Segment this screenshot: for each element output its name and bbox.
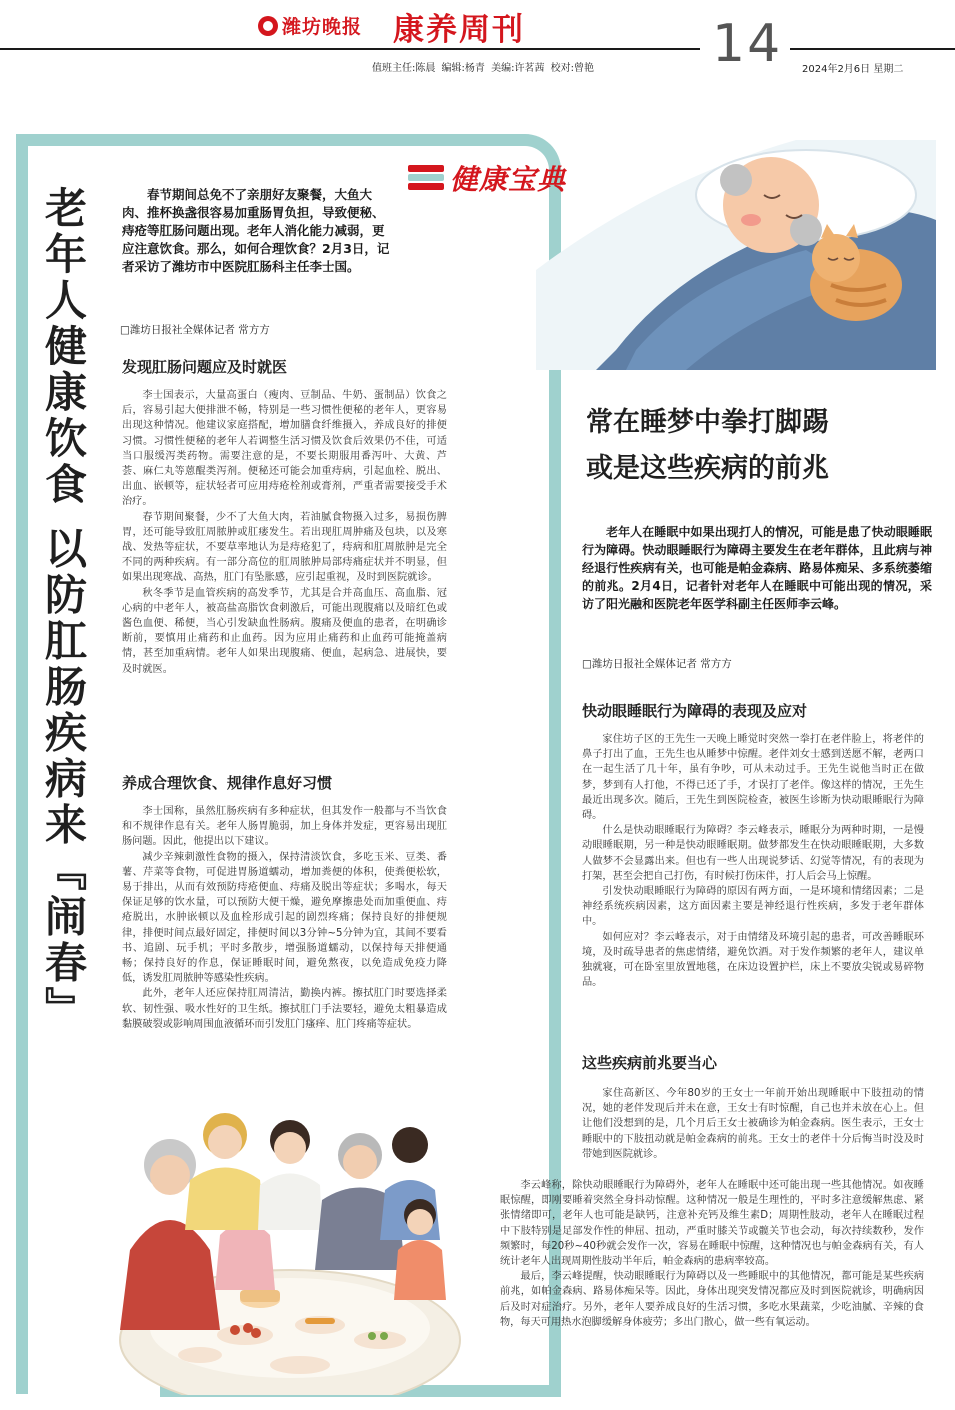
paragraph: 春节期间聚餐，少不了大鱼大肉，若油腻食物摄入过多，易损伤脾胃，还可能导致肛周脓肿或肛瘘发生。若出现肛周肿痛及包块，以及寒战、发热等症状，不要草率地认为是痔疮犯了，痔病和肛周脓肿是完全不同的两种疾病。有一部分高位的肛周脓肿局部痔痛症状并不明显，但如果出现寒战、高热，肛门有坠胀感，应引起重视，及时到医院就诊。 [122,511,447,584]
paragraph: 此外，老年人还应保持肛周清洁，勤换内裤。擦拭肛门时要选择柔软、韧性强、吸水性好的卫生纸。擦拭肛门手法要轻，避免太粗暴造成黏膜破裂或影响周围血液循环而引发肛门瘙痒、肛门疼痛等症状。 [122,988,447,1030]
issue-date: 2024年2月6日 星期二 [802,64,904,75]
paragraph: 什么是快动眼睡眠行为障碍？李云峰表示，睡眠分为两种时期，一是慢动眼睡眠期，另一种是快动眼睡眠期。做梦都发生在快动眼睡眠期，大多数人做梦不会显露出来。但也有一些人出现说梦话、幻觉等情况，有的表现为打架，甚至会把自己打伤，有时候打伤床伴，打人后会马上惊醒。 [582,825,924,882]
right-section1-body [582,732,924,990]
paragraph: 引发快动眼睡眠行为障碍的原因有两方面，一是环境和情绪因素；二是神经系统疾病因素，这方面因素主要是神经退行性疾病，多发于老年群体中。 [582,886,924,928]
paragraph: 如何应对？李云峰表示，对于由情绪及环境引起的患者，可改善睡眠环境，及时疏导患者的焦虑情绪，避免饮酒。对于发作频繁的老年人，建议单独就寝，可在卧室里放置地毯，在床边设置护栏，床上不要放尖锐或易碎物品。 [582,931,924,989]
right-section2-heading: 这些疾病前兆要当心 [582,1054,718,1072]
right-article-byline: □潍坊日报社全媒体记者 常方方 [582,658,732,670]
paragraph: 最后，李云峰提醒，快动眼睡眠行为障碍以及一些睡眠中的其他情况，都可能是某些疾病前兆，如帕金森病、路易体痴呆等。因此，身体出现突发情况都应及时到医院就诊，明确病因后及时对症治疗。另外，老年人要养成良好的生活习惯，多吃水果蔬菜，少吃油腻、辛辣的食物，每天可用热水泡脚缓解身体疲劳；多出门散心，做一些有氧运动。 [500,1271,924,1328]
books-icon [408,165,446,191]
right-article-title [586,400,946,492]
left-section2-heading: 养成合理饮食、规律作息好习惯 [122,774,333,792]
page-number: 14 [712,14,783,74]
left-article-title: 老年人健康饮食 以防肛肠疾病来『闹春』 [39,186,88,1033]
paragraph: 李士国称，虽然肛肠疾病有多种症状，但其发作一般都与不当饮食和不规律作息有关。老年人肠胃脆弱，加上身体并发症，更容易出现肛肠问题。因此，他提出以下建议。 [122,806,447,848]
sleeping-elder-with-cat-illustration [536,140,936,370]
left-section1-heading: 发现肛肠问题应及时就医 [122,358,288,376]
right-section1-heading: 快动眼睡眠行为障碍的表现及应对 [582,702,808,720]
paragraph: 家住高新区、今年80岁的王女士一年前开始出现睡眠中下肢扭动的情况，她的老伴发现后并未在意，王女士有时惊醒，自己也并未放在心上。但让他们没想到的是，几个月后王女士被确诊为帕金森病。医生表示，王女士睡眠中的下肢扭动就是帕金森病的前兆。王女士的老伴十分后悔当时没及时带她到医院就诊。 [582,1088,924,1160]
paragraph: 减少辛辣刺激性食物的摄入，保持清淡饮食，多吃玉米、豆类、番薯、芹菜等食物，可促进胃肠道蠕动，增加粪便的体积，使粪便松软，易于排出，从而有效预防痔疮便血、痔痛及脱出等症状；多喝水，每天保证足够的饮水量，可以预防大便干燥，避免摩擦患处而加重便血、痔疮脱出，水肿嵌顿以及血栓形成引起的剧烈疼痛；保持良好的排便规律，排便时间点最好固定，排便时间以3分钟~5分钟为宜，其间不要看书、追剧、玩手机；平时多散步，增强肠道蠕动，以保持每天排便通畅；保持良好的作息，保证睡眠时间，避免熬夜，以免造成免疫力降低，诱发肛周脓肿等感染性疾病。 [122,851,447,985]
masthead [0,0,955,80]
right-title-line1: 常在睡梦中拳打脚踢 [586,407,829,438]
section-name: 康养周刊 [393,12,525,48]
right-article-lede: 老年人在睡眠中如果出现打人的情况，可能是患了快动眼睡眠行为障碍。快动眼睡眠行为障碍主要发生在老年群体，且此病与神经退行性疾病有关，也可能是帕金森病、路易体痴呆、多系统萎缩的前兆。2月4日，记者针对老年人在睡眠中可能出现的情况，采访了阳光融和医院老年医学科副主任医师李云峰。 [582,525,932,611]
left-section1-body [122,388,447,677]
paragraph: 李云峰称，除快动眼睡眠行为障碍外，老年人在睡眠中还可能出现一些其他情况。如夜睡眠惊醒，即刚要睡着突然全身抖动惊醒。这种情况一般是生理性的，平时多注意缓解焦虑、紧张情绪即可，老年人也可能是缺钙，注意补充钙及维生素D；周期性肢动，老年人在睡眠过程中下肢特别是足部发作性的伸屈、扭动，严重时膝关节或髋关节也会动，每次持续数秒，发作频繁时，每20秒~40秒就会发作一次，容易在睡眠中惊醒，这种情况也与帕金森病有关，有人统计老年人出现周期性肢动半年后，帕金森病的患病率较高。 [500,1180,924,1268]
family-dinner-illustration [60,1100,500,1395]
left-frame-edge [16,134,28,1394]
editor-credits: 值班主任:陈晨 编辑:杨青 美编:许茗茜 校对:曾艳 [372,63,595,74]
paragraph: 李士国表示，大量高蛋白（瘦肉、豆制品、牛奶、蛋制品）饮食之后，容易引起大便排泄不畅，特别是一些习惯性便秘的老年人，更容易出现这种情况。他建议家庭搭配，增加膳食纤维摄入，养成良好的排便习惯。习惯性便秘的老年人若调整生活习惯及饮食后效果仍不佳，可适当口服缓泻类药物。需要注意的是，不要长期服用番泻叶、大黄、芦荟、麻仁丸等蒽醌类泻剂。便秘还可能会加重痔病，引起血栓、脱出、出血、嵌顿等，症状轻者可应用痔疮栓剂或膏剂，严重者需要接受手术治疗。 [122,390,447,508]
paragraph: 秋冬季节是血管疾病的高发季节，尤其是合并高血压、高血脂、冠心病的中老年人，被高盐高脂饮食刺激后，可能出现腹痛以及暗红色或酱色血便、稀便，当心引发缺血性肠病。腹痛及便血的患者，在明确诊断前，要慎用止痛药和止血药。因为应用止痛药和止血药可能掩盖病情，甚至加重病情。老年人如果出现腹痛、便血，起病急、进展快，要及时就医。 [122,587,447,675]
right-section2-body [582,1086,924,1162]
left-article-byline: □潍坊日报社全媒体记者 常方方 [120,324,270,336]
right-title-line2: 或是这些疾病的前兆 [586,453,829,484]
masthead-rule [0,48,700,50]
newspaper-logo-icon [258,16,278,36]
paper-name: 潍坊晚报 [282,16,363,38]
paragraph: 家住坊子区的王先生一天晚上睡觉时突然一拳打在老伴脸上，将老伴的鼻子打出了血，王先生也从睡梦中惊醒。老伴刘女士感到送愿不解，老两口在一起生活了几十年，虽有争吵，可从未动过手。王先生说他当时正在做梦，梦到有人打他，不得已还了手，才误打了老伴。像这样的情况，王先生最近出现多次。随后，王先生到医院检查，被医生诊断为快动眼睡眠行为障碍。 [582,734,924,822]
left-section2-body [122,804,447,1032]
masthead-rule-right [790,48,955,50]
left-article-lede: 春节期间总免不了亲朋好友聚餐，大鱼大肉、推杯换盏很容易加重肠胃负担，导致便秘、痔疮等肛肠问题出现。老年人消化能力减弱，更应注意饮食。那么，如何合理饮食？2月3日，记者采访了潍坊市中医院肛肠科主任李士国。 [122,187,390,274]
right-section2-body-wide [500,1178,924,1330]
column-tag-label: 健康宝典 [450,163,567,196]
